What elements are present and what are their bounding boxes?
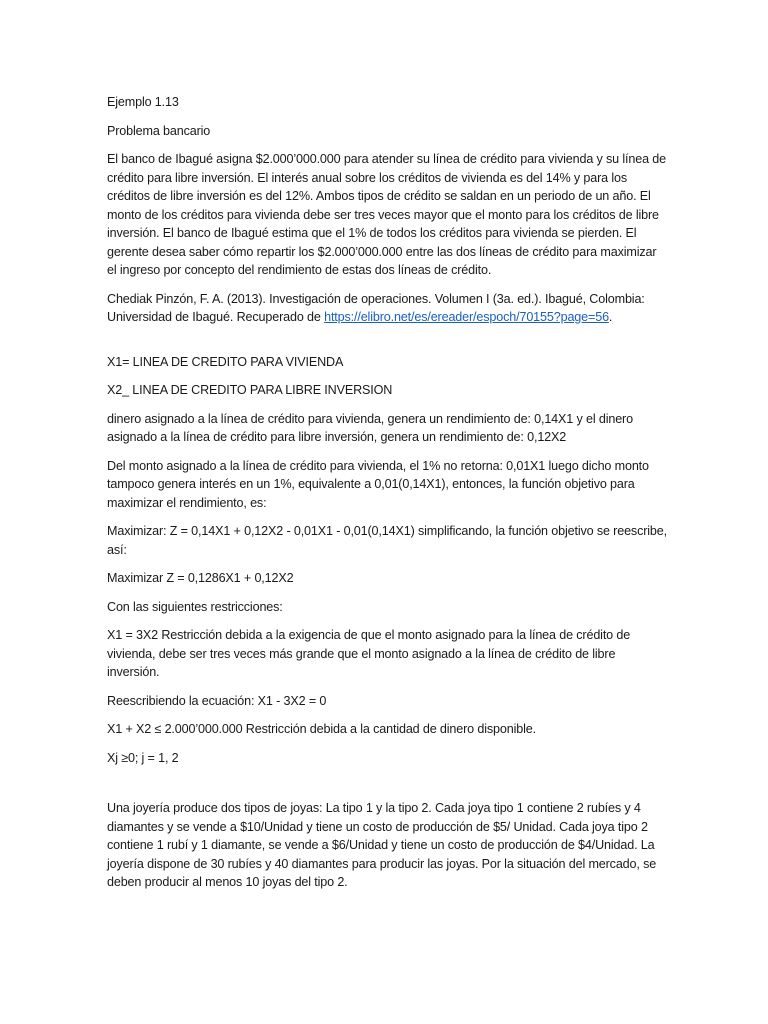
- problem-title: Problema bancario: [107, 123, 211, 138]
- nonnegativity: Xj ≥0; j = 1, 2: [107, 750, 179, 765]
- citation-suffix: .: [608, 310, 613, 324]
- variable-x1: X1= LINEA DE CREDITO PARA VIVIENDA: [107, 354, 344, 369]
- citation-link[interactable]: https://elibro.net/es/ereader/espoch/70155?page=56: [324, 310, 609, 324]
- document-page: [107, 93, 669, 902]
- variable-x2: X2_ LINEA DE CREDITO PARA LIBRE INVERSION: [107, 383, 393, 397]
- jewelry-problem: Una joyería produce dos tipos de joyas: La tipo 1 y la tipo 2. Cada joya tipo 1 contiene 2 rubíes y 4 diamantes y se vende a $10/Unidad y tiene un costo de producción de $5/ Unidad. Cada joya tipo 2 contiene 1 rubí y 1 diamante, se vende a $6/Unidad y tiene un costo de producción de $4/Unidad. La joyería dispone de 30 rubíes y 40 diamantes para producir las joyas. Por la situación del mercado, se deben producir al menos 10 joyas del tipo 2.: [107, 801, 657, 889]
- loss-text: Del monto asignado a la línea de crédito para vivienda, el 1% no retorna: 0,01X1 luego dicho monto tampoco genera interés en un 1%, equivalente a 0,01(0,14X1), entonces, la función objetivo para maximizar el rendimiento, es:: [107, 458, 649, 510]
- problem-statement: El banco de Ibagué asigna $2.000’000.000 para atender su línea de crédito para vivienda y su línea de crédito para libre inversión. El interés anual sobre los créditos de vivienda es del 14% y para los créditos de libre inversión es del 12%. Ambos tipos de crédito se saldan en un periodo de un año. El monto de los créditos para vivienda debe ser tres veces mayor que el monto para los créditos de libre inversión. El banco de Ibagué estima que el 1% de todos los créditos para vivienda se pierden. El gerente desea saber cómo repartir los $2.000’000.000 entre las dos líneas de crédito para maximizar el ingreso por concepto del rendimiento de estas dos líneas de crédito.: [107, 152, 666, 277]
- yield-text: dinero asignado a la línea de crédito para vivienda, genera un rendimiento de: 0,14X1 y el dinero asignado a la línea de crédito para libre inversión, genera un rendimiento de: 0,12X2: [107, 411, 633, 444]
- objective-simplified: Maximizar Z = 0,1286X1 + 0,12X2: [107, 571, 294, 585]
- constraint-2: X1 + X2 ≤ 2.000’000.000 Restricción debida a la cantidad de dinero disponible.: [107, 722, 536, 736]
- constraint-1-rewritten: Reescribiendo la ecuación: X1 - 3X2 = 0: [107, 693, 327, 708]
- citation-text: Chediak Pinzón, F. A. (2013). Investigación de operaciones. Volumen I (3a. ed.). Ibagué, Colombia: Universidad de Ibagué. Recuperado de: [107, 291, 645, 324]
- objective-text: Maximizar: Z = 0,14X1 + 0,12X2 - 0,01X1 - 0,01(0,14X1) simplificando, la función objetivo se reescribe, así:: [107, 524, 667, 557]
- example-heading: Ejemplo 1.13: [107, 95, 179, 109]
- constraint-1: X1 = 3X2 Restricción debida a la exigencia de que el monto asignado para la línea de crédito de vivienda, debe ser tres veces más grande que el monto asignado a la línea de crédito de libre inversión.: [107, 628, 631, 679]
- constraints-heading: Con las siguientes restricciones:: [107, 599, 283, 614]
- citation: [107, 290, 669, 327]
